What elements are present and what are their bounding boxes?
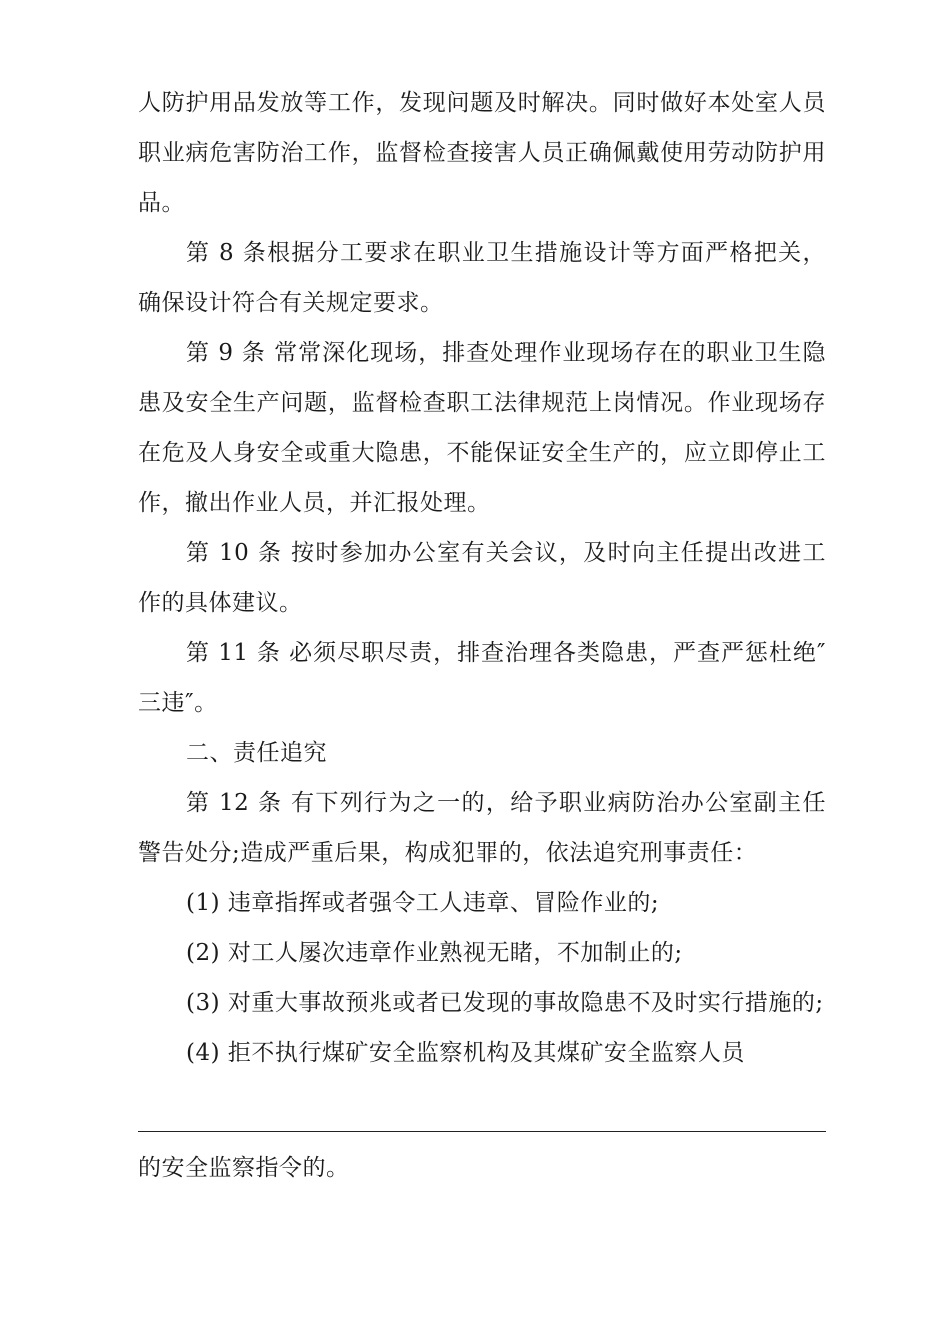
footnote-divider bbox=[138, 1131, 826, 1132]
paragraph-1: 人防护用品发放等工作，发现问题及时解决。同时做好本处室人员职业病危害防治工作，监督检查接害人员正确佩戴使用劳动防护用品。 bbox=[138, 90, 826, 216]
paragraph-article-11: 第 11 条 必须尽职尽责，排查治理各类隐患，严查严惩杜绝″三违″。 bbox=[138, 640, 826, 716]
paragraph-article-9: 第 9 条 常常深化现场，排查处理作业现场存在的职业卫生隐患及安全生产问题，监督检查职工法律规范上岗情况。作业现场存在危及人身安全或重大隐患，不能保证安全生产的，应立即停止工作，撤出作业人员，并汇报处理。 bbox=[138, 340, 826, 516]
list-item-2: (2) 对工人屡次违章作业熟视无睹，不加制止的; bbox=[186, 940, 683, 966]
document-body bbox=[138, 78, 826, 1078]
list-item-3: (3) 对重大事故预兆或者已发现的事故隐患不及时实行措施的; bbox=[186, 990, 824, 1016]
list-item-1: (1) 违章指挥或者强令工人违章、冒险作业的; bbox=[186, 890, 660, 916]
footnote-continuation: 的安全监察指令的。 bbox=[138, 1155, 350, 1181]
paragraph-article-8: 第 8 条根据分工要求在职业卫生措施设计等方面严格把关，确保设计符合有关规定要求。 bbox=[138, 240, 826, 316]
section-heading: 二、责任追究 bbox=[186, 740, 327, 766]
list-item-4: (4) 拒不执行煤矿安全监察机构及其煤矿安全监察人员 bbox=[186, 1040, 745, 1066]
paragraph-article-10: 第 10 条 按时参加办公室有关会议，及时向主任提出改进工作的具体建议。 bbox=[138, 540, 826, 616]
paragraph-article-12: 第 12 条 有下列行为之一的，给予职业病防治办公室副主任警告处分;造成严重后果，构成犯罪的，依法追究刑事责任： bbox=[138, 790, 826, 866]
